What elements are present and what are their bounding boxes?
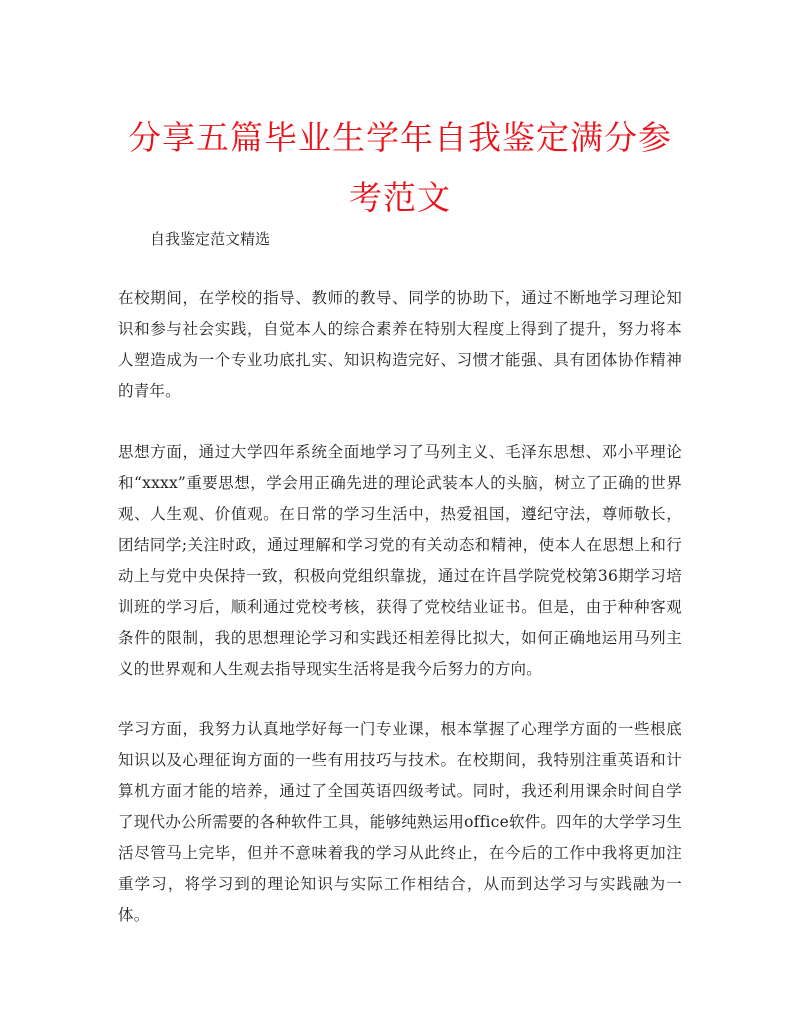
paragraph-study: 学习方面，我努力认真地学好每一门专业课，根本掌握了心理学方面的一些根底知识以及心理征询方面的一些有用技巧与技术。在校期间，我特别注重英语和计算机方面才能的培养，通过了全国英语四级考试。同时，我还利用课余时间自学了现代办公所需要的各种软件工具，能够纯熟运用office软件。四年的大学学习生活尽管马上完毕，但并不意味着我的学习从此终止，在今后的工作中我将更加注重学习，将学习到的理论知识与实际工作相结合，从而到达学习与实践融为一体。 [118,720,682,924]
document-subtitle: 自我鉴定范文精选 [150,230,271,248]
document-title: 分享五篇毕业生学年自我鉴定满分参考范文 [128,118,672,217]
paragraph-intro: 在校期间，在学校的指导、教师的教导、同学的协助下，通过不断地学习理论知识和参与社会实践，自觉本人的综合素养在特别大程度上得到了提升，努力将本人塑造成为一个专业功底扎实、知识构造完好、习惯才能强、具有团体协作精神的青年。 [118,289,682,400]
paragraph-ideology: 思想方面，通过大学四年系统全面地学习了马列主义、毛泽东思想、邓小平理论和“xxxx”重要思想，学会用正确先进的理论武装本人的头脑，树立了正确的世界观、人生观、价值观。在日常的学习生活中，热爱祖国，遵纪守法，尊师敬长，团结同学;关注时政，通过理解和学习党的有关动态和精神，使本人在思想上和行动上与党中央保持一致，积极向党组织靠拢，通过在许昌学院党校第36期学习培训班的学习后，顺利通过党校考核，获得了党校结业证书。但是，由于种种客观条件的限制，我的思想理论学习和实践还相差得比拟大，如何正确地运用马列主义的世界观和人生观去指导现实生活将是我今后努力的方向。 [118,443,682,678]
